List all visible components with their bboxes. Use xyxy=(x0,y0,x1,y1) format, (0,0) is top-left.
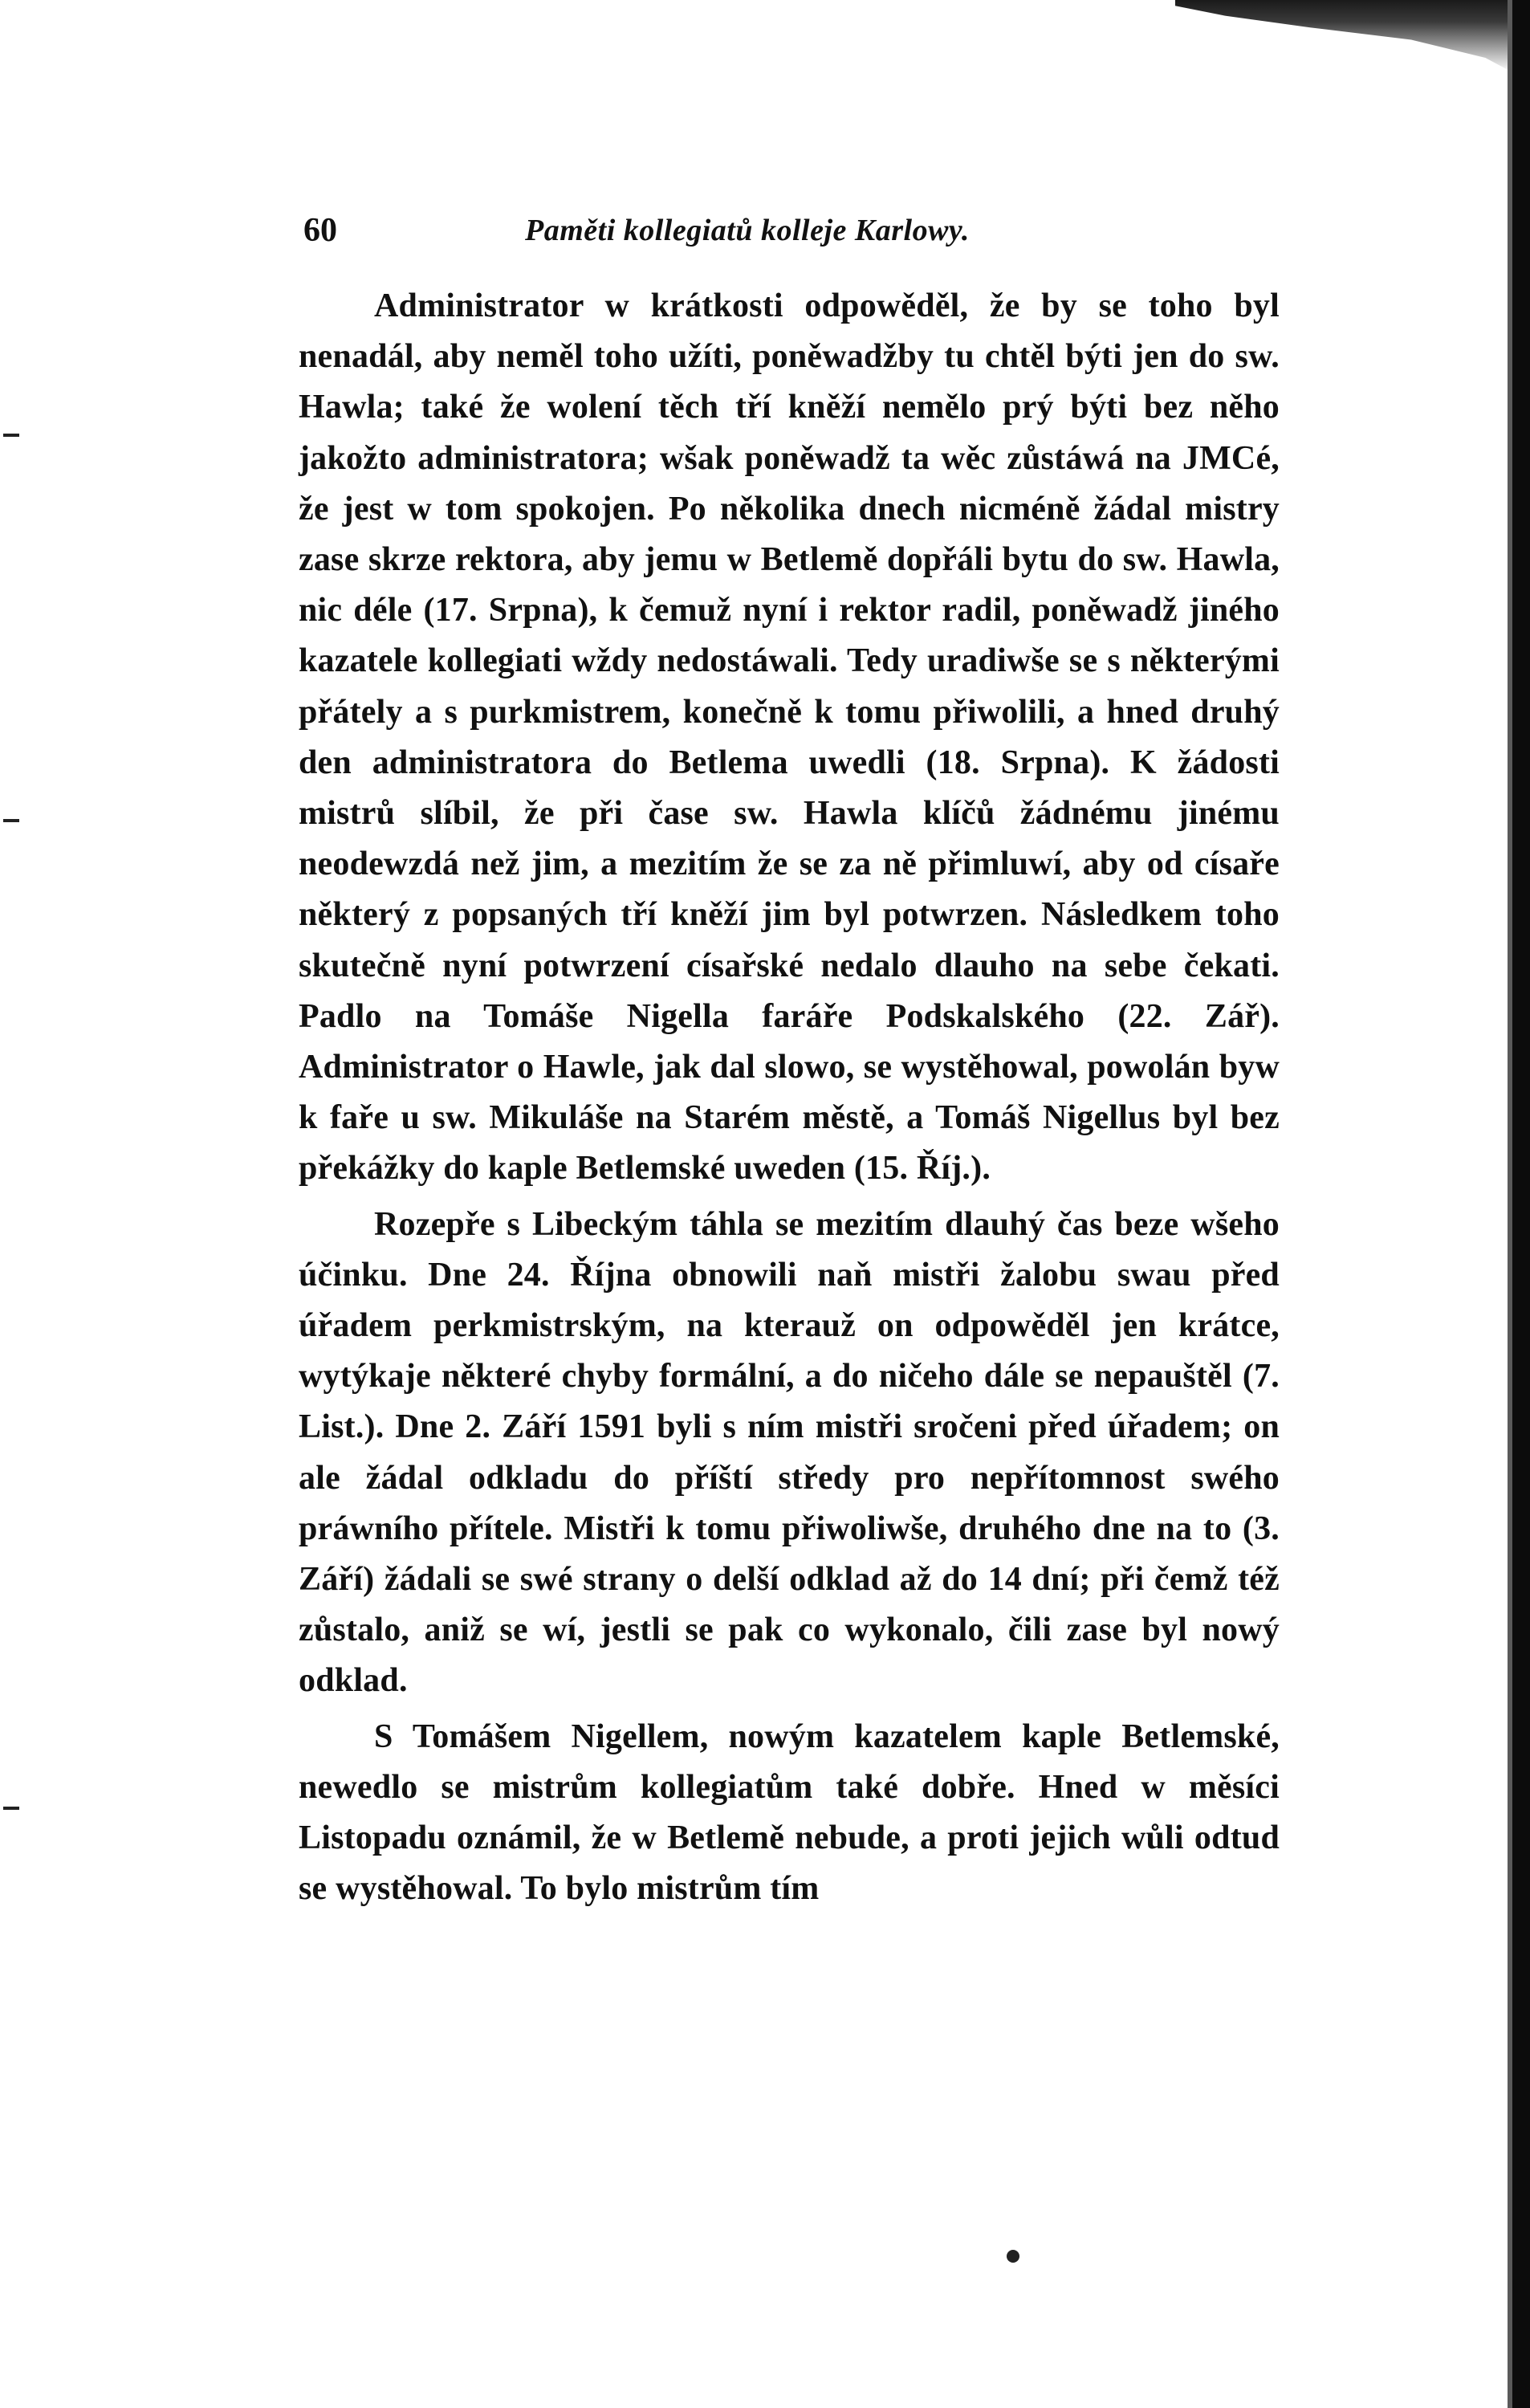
body-text xyxy=(299,281,1280,1915)
page-number: 60 xyxy=(303,212,337,249)
page-header xyxy=(303,211,1280,259)
paragraph-3: S Tomášem Nigellem, nowým kazatelem kaple Betlemské, newedlo se mistrům kollegiatům také dobře. Hned w měsíci Listopadu oznámil, že w Betlemě nebude, a proti jejich wůli odtud se wystěhowal. To bylo mistrům tím xyxy=(299,1717,1280,1908)
scan-smudge xyxy=(1175,0,1512,72)
page-edge xyxy=(1512,0,1530,2408)
paragraph-1: Administrator w krátkosti odpowěděl, že by se toho byl nenadál, aby neměl toho užíti, poněwadžby tu chtěl býti jen do sw. Hawla; také že wolení těch tří kněží nemělo prý býti bez něho jakožto administratora; wšak poněwadž ta wěc zůstáwá na JMCé, že jest w tom spokojen. Po několika dnech nicméně žádal mistry zase skrze rektora, aby jemu w Betlemě dopřáli bytu do sw. Hawla, nic déle (17. Srpna), k čemuž nyní i rektor radil, poněwadž jiného kazatele kollegiati wždy nedostáwali. Tedy uradiwše se s některými přátely a s purkmistrem, konečně k tomu přiwolili, a hned druhý den administratora do Betlema uwedli (18. Srpna). K žádosti mistrů slíbil, že při čase sw. Hawla klíčů žádnému jinému neodewzdá než jim, a mezitím že se za ně přimluwí, aby od císaře některý z popsaných tří kněží jim byl potwrzen. Následkem toho skutečně nyní potwrzení císařské nedalo dlauho na sebe čekati. Padlo na Tomáše Nigella faráře Podskalského (22. Zář). Administrator o Hawle, jak dal slowo, se wystěhowal, powolán byw k faře u sw. Mikuláše na Starém městě, a Tomáš Nigellus byl bez překážky do kaple Betlemské uweden (15. Říj.). xyxy=(299,287,1280,1188)
paragraph-2: Rozepře s Libeckým táhla se mezitím dlauhý čas beze wšeho účinku. Dne 24. Října obnowili naň mistři žalobu swau před úřadem perkmistrským, na kterauž on odpowěděl jen krátce, wytýkaje některé chyby formální, a do ničeho dále se nepauštěl (7. List.). Dne 2. Září 1591 byli s ním mistři sročeni před úřadem; on ale žádal odkladu do příští středy pro nepřítomnost swého práwního přítele. Mistři k tomu přiwoliwše, druhého dne na to (3. Září) žádali se swé strany o delší odklad až do 14 dní; při čemž též zůstalo, aniž se wí, jestli se pak co wykonalo, čili zase byl nowý odklad. xyxy=(299,1205,1280,1700)
scan-mark xyxy=(3,819,19,822)
scan-mark xyxy=(3,1807,19,1810)
ink-dot xyxy=(1007,2250,1019,2263)
scan-mark xyxy=(3,434,19,437)
running-title: Paměti kollegiatů kolleje Karlowy. xyxy=(525,214,970,247)
